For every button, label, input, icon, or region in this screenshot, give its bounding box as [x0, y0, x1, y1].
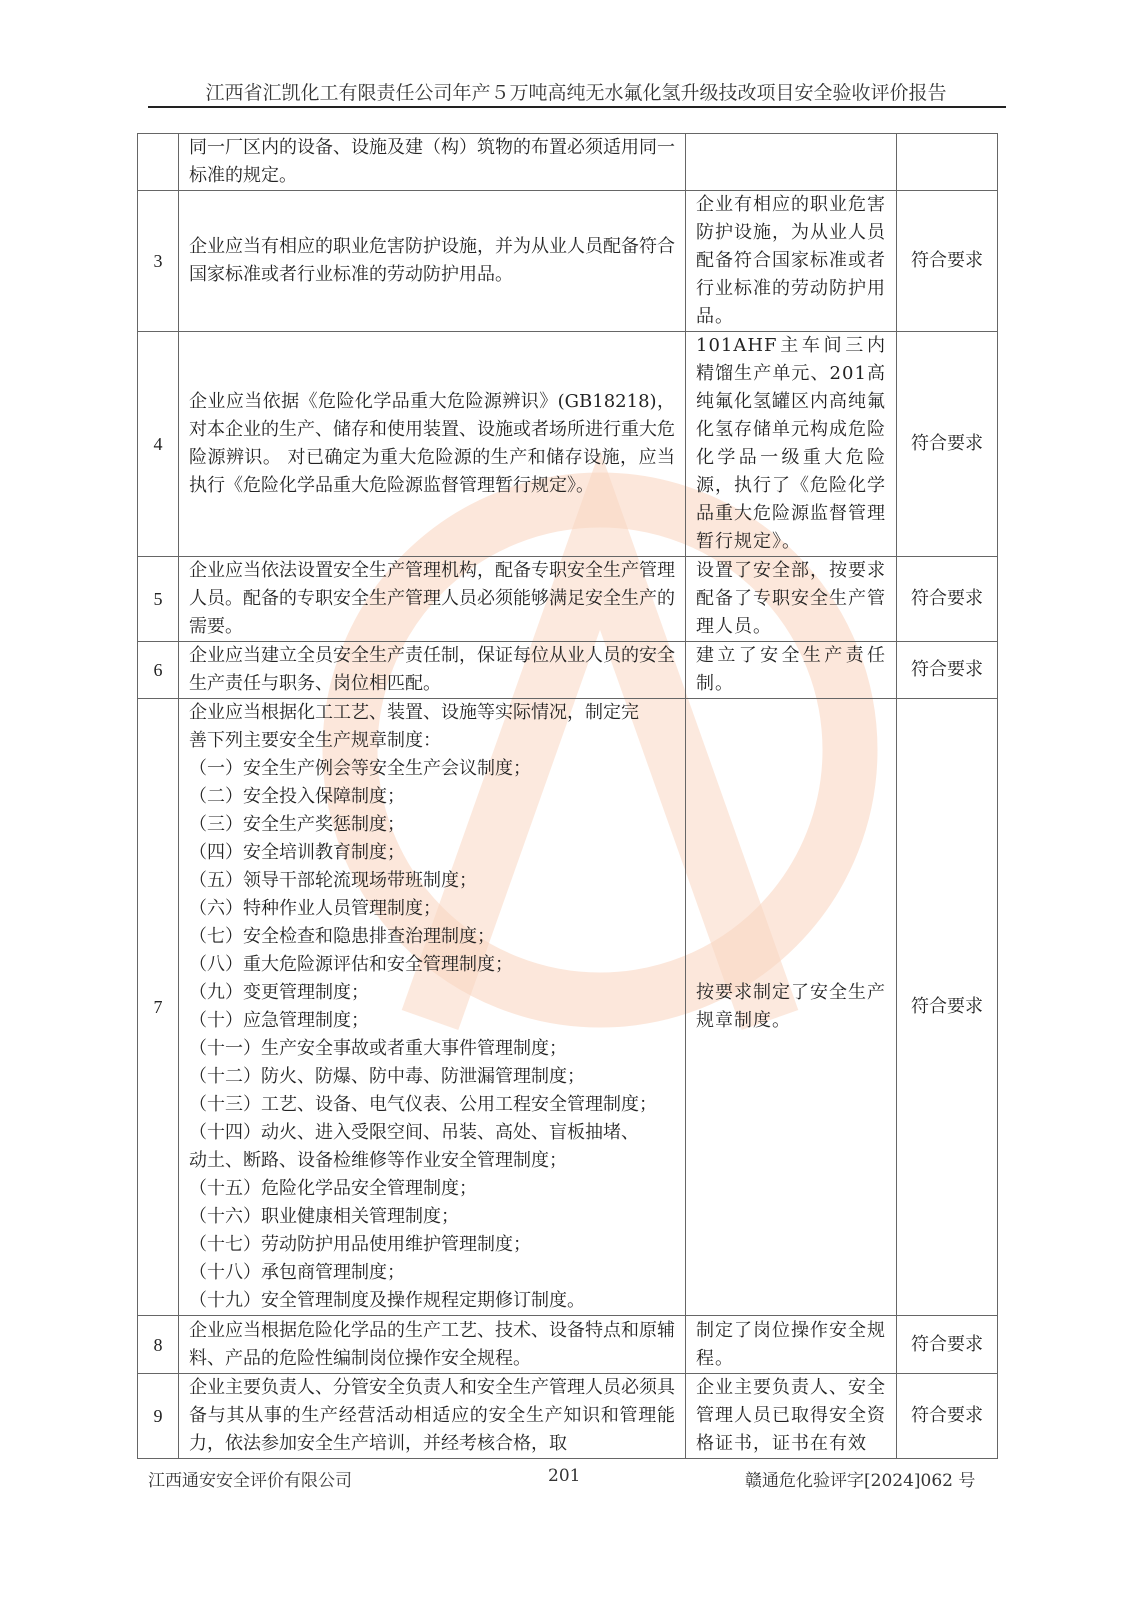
row-number: 5 — [138, 557, 179, 642]
row-number: 7 — [138, 699, 179, 1316]
result-cell: 企业主要负责人、安全管理人员已取得安全资格证书，证书在有效 — [686, 1374, 897, 1459]
requirement-line: （一）安全生产例会等安全生产会议制度； — [189, 758, 531, 779]
requirement-cell — [179, 699, 686, 1316]
requirement-line: （三）安全生产奖惩制度； — [189, 814, 405, 835]
requirement-line: （十八）承包商管理制度； — [189, 1262, 405, 1283]
conclusion-cell: 符合要求 — [897, 642, 998, 699]
conclusion-cell: 符合要求 — [897, 332, 998, 557]
table-row — [138, 699, 998, 1316]
requirement-cell: 企业应当根据危险化学品的生产工艺、技术、设备特点和原辅料、产品的危险性编制岗位操作安全规程。 — [179, 1316, 686, 1374]
requirement-cell: 同一厂区内的设备、设施及建（构）筑物的布置必须适用同一标准的规定。 — [179, 134, 686, 191]
header-divider — [148, 106, 1006, 108]
requirement-line: （十三）工艺、设备、电气仪表、公用工程安全管理制度； — [189, 1094, 657, 1115]
row-number: 3 — [138, 191, 179, 332]
row-number: 9 — [138, 1374, 179, 1459]
row-number: 4 — [138, 332, 179, 557]
result-cell: 按要求制定了安全生产规章制度。 — [686, 699, 897, 1316]
requirement-cell: 企业应当依法设置安全生产管理机构，配备专职安全生产管理人员。配备的专职安全生产管理人员必须能够满足安全生产的需要。 — [179, 557, 686, 642]
conclusion-cell: 符合要求 — [897, 191, 998, 332]
table-row — [138, 1374, 998, 1459]
result-cell — [686, 134, 897, 191]
requirement-cell: 企业应当建立全员安全生产责任制，保证每位从业人员的安全生产责任与职务、岗位相匹配。 — [179, 642, 686, 699]
row-number: 8 — [138, 1316, 179, 1374]
row-number: 6 — [138, 642, 179, 699]
requirement-line: 动土、断路、设备检维修等作业安全管理制度； — [189, 1150, 567, 1171]
table-row — [138, 134, 998, 191]
requirement-line: （十四）动火、进入受限空间、吊装、高处、盲板抽堵、 — [189, 1122, 639, 1143]
requirement-line: （八）重大危险源评估和安全管理制度； — [189, 954, 513, 975]
footer-document-number: 赣通危化验评字[2024]062 号 — [745, 1471, 976, 1491]
result-cell: 101AHF主车间三内精馏生产单元、201高纯氟化氢罐区内高纯氟化氢存储单元构成危险化学品一级重大危险源，执行了《危险化学品重大危险源监督管理暂行规定》。 — [686, 332, 897, 557]
conclusion-cell: 符合要求 — [897, 1316, 998, 1374]
conclusion-cell: 符合要求 — [897, 557, 998, 642]
result-cell: 企业有相应的职业危害防护设施，为从业人员配备符合国家标准或者行业标准的劳动防护用品。 — [686, 191, 897, 332]
requirement-line: （七）安全检查和隐患排查治理制度； — [189, 926, 495, 947]
table-row — [138, 332, 998, 557]
requirement-line: （六）特种作业人员管理制度； — [189, 898, 441, 919]
requirement-line: （十五）危险化学品安全管理制度； — [189, 1178, 477, 1199]
requirement-line: （十）应急管理制度； — [189, 1010, 369, 1031]
row-number — [138, 134, 179, 191]
requirement-cell: 企业应当有相应的职业危害防护设施，并为从业人员配备符合国家标准或者行业标准的劳动防护用品。 — [179, 191, 686, 332]
requirement-line: （四）安全培训教育制度； — [189, 842, 405, 863]
table-row — [138, 642, 998, 699]
requirement-line: （十七）劳动防护用品使用维护管理制度； — [189, 1234, 531, 1255]
requirement-line: （十六）职业健康相关管理制度； — [189, 1206, 459, 1227]
footer-page-number: 201 — [548, 1466, 581, 1486]
requirement-line: （十九）安全管理制度及操作规程定期修订制度。 — [189, 1290, 585, 1311]
footer-company: 江西通安安全评价有限公司 — [148, 1471, 352, 1491]
requirement-line: （九）变更管理制度； — [189, 982, 369, 1003]
requirement-line: （十一）生产安全事故或者重大事件管理制度； — [189, 1038, 567, 1059]
conclusion-cell — [897, 134, 998, 191]
requirement-line: （二）安全投入保障制度； — [189, 786, 405, 807]
table-row — [138, 191, 998, 332]
result-cell: 建立了安全生产责任制。 — [686, 642, 897, 699]
table-row — [138, 557, 998, 642]
table-row — [138, 1316, 998, 1374]
requirement-line: （十二）防火、防爆、防中毒、防泄漏管理制度； — [189, 1066, 585, 1087]
requirement-cell: 企业主要负责人、分管安全负责人和安全生产管理人员必须具备与其从事的生产经营活动相适应的安全生产知识和管理能力，依法参加安全生产培训，并经考核合格，取 — [179, 1374, 686, 1459]
result-cell: 制定了岗位操作安全规程。 — [686, 1316, 897, 1374]
requirement-line: 善下列主要安全生产规章制度： — [189, 730, 441, 751]
requirement-line: 企业应当根据化工工艺、装置、设施等实际情况，制定完 — [189, 702, 639, 723]
result-cell: 设置了安全部，按要求配备了专职安全生产管理人员。 — [686, 557, 897, 642]
evaluation-table — [137, 133, 998, 1459]
requirement-line: （五）领导干部轮流现场带班制度； — [189, 870, 477, 891]
page-header-title: 江西省汇凯化工有限责任公司年产５万吨高纯无水氟化氢升级技改项目安全验收评价报告 — [205, 82, 947, 104]
requirement-cell: 企业应当依据《危险化学品重大危险源辨识》(GB18218)，对本企业的生产、储存和使用装置、设施或者场所进行重大危险源辨识。 对已确定为重大危险源的生产和储存设施，应当执行《危险化学品重大危险源监督管理暂行规定》。 — [179, 332, 686, 557]
conclusion-cell: 符合要求 — [897, 699, 998, 1316]
conclusion-cell: 符合要求 — [897, 1374, 998, 1459]
